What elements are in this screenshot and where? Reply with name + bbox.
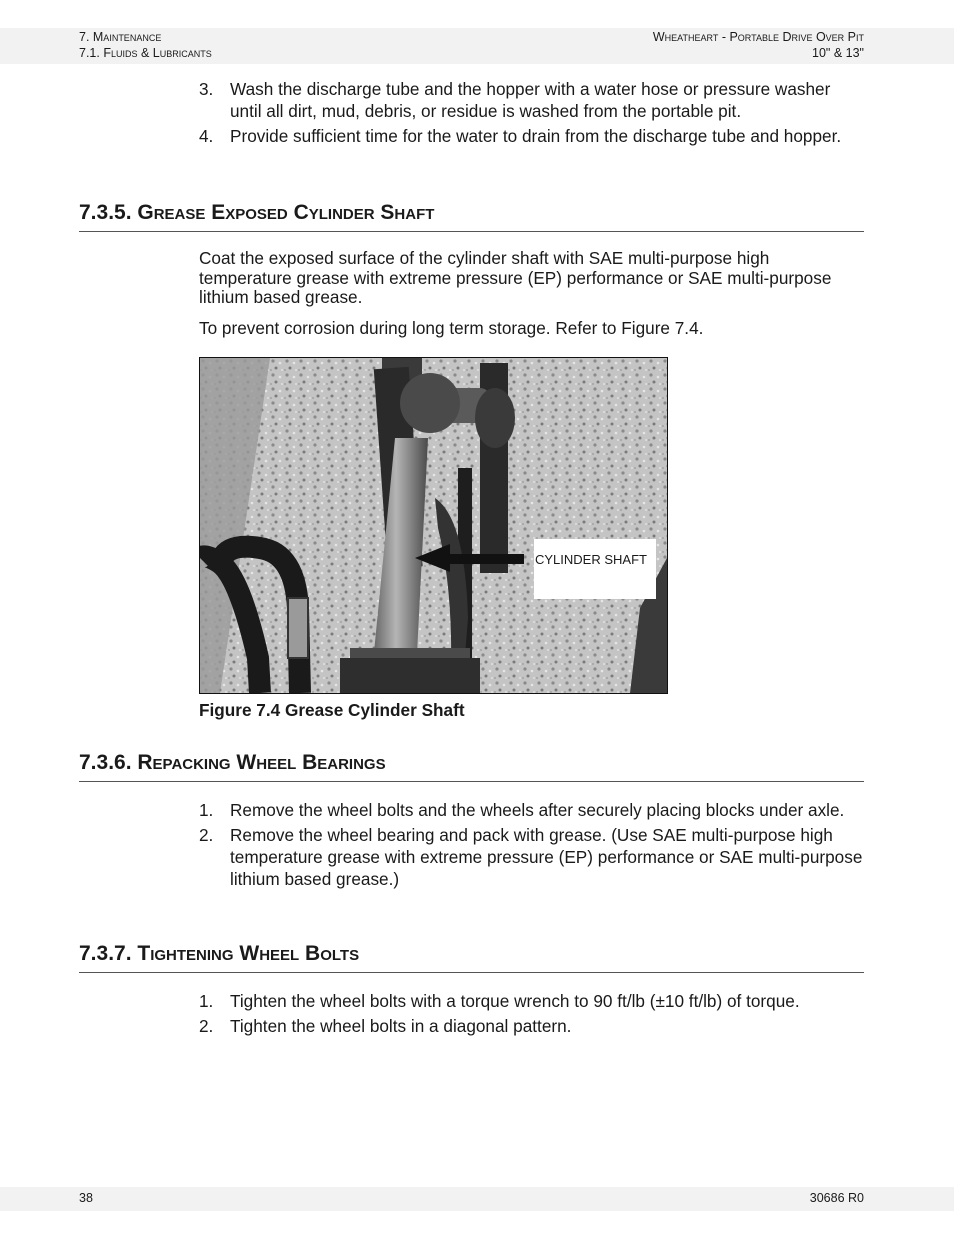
list-item	[199, 78, 864, 122]
step-number: 3.	[199, 79, 214, 99]
intro-steps	[199, 78, 864, 150]
header-product: Wheatheart - Portable Drive Over Pit	[652, 30, 864, 44]
list-item	[199, 799, 864, 821]
section-title-repacking-wheel-bearings: 7.3.6. Repacking Wheel Bearings	[79, 750, 864, 782]
section-735-paragraph-1: Coat the exposed surface of the cylinder shaft with SAE multi-purpose high temperature grease with extreme pressure (EP) performance or SAE multi-purpose lithium based grease.	[199, 248, 832, 307]
step-text: Tighten the wheel bolts with a torque wrench to 90 ft/lb (±10 ft/lb) of torque.	[230, 991, 800, 1011]
step-text: Wash the discharge tube and the hopper with a water hose or pressure washer until all dirt, mud, debris, or residue is washed from the portable pit.	[230, 79, 831, 121]
list-item	[199, 990, 864, 1012]
step-number: 1.	[199, 991, 214, 1011]
list-item	[199, 824, 864, 890]
section-736-steps	[199, 799, 864, 893]
figure-caption: Figure 7.4 Grease Cylinder Shaft	[199, 700, 465, 720]
section-title-grease-cylinder-shaft: 7.3.5. Grease Exposed Cylinder Shaft	[79, 200, 864, 232]
document-id: 30686 R0	[809, 1191, 864, 1205]
section-735-paragraph-2: To prevent corrosion during long term storage. Refer to Figure 7.4.	[199, 318, 704, 338]
header-section: 7.1. Fluids & Lubricants	[79, 46, 212, 60]
page-number: 38	[79, 1191, 93, 1205]
header-sizes: 10" & 13"	[812, 46, 864, 60]
section-737-steps	[199, 990, 864, 1040]
section-title-tightening-wheel-bolts: 7.3.7. Tightening Wheel Bolts	[79, 941, 864, 973]
step-text: Provide sufficient time for the water to drain from the discharge tube and hopper.	[230, 126, 842, 146]
list-item	[199, 125, 864, 147]
step-number: 2.	[199, 825, 214, 845]
header-left	[79, 29, 212, 61]
step-text: Remove the wheel bearing and pack with grease. (Use SAE multi-purpose high temperature grease with extreme pressure (EP) performance or SAE multi-purpose lithium based grease.)	[230, 825, 863, 889]
step-text: Tighten the wheel bolts in a diagonal pattern.	[230, 1016, 572, 1036]
step-text: Remove the wheel bolts and the wheels after securely placing blocks under axle.	[230, 800, 845, 820]
list-item	[199, 1015, 864, 1037]
header-chapter: 7. Maintenance	[79, 30, 162, 44]
cylinder-shaft-illustration	[200, 358, 667, 693]
cylinder-shaft-photo	[199, 357, 668, 694]
step-number: 2.	[199, 1016, 214, 1036]
step-number: 1.	[199, 800, 214, 820]
step-number: 4.	[199, 126, 214, 146]
header-right	[653, 29, 864, 61]
cylinder-shaft-callout: CYLINDER SHAFT	[534, 539, 656, 599]
